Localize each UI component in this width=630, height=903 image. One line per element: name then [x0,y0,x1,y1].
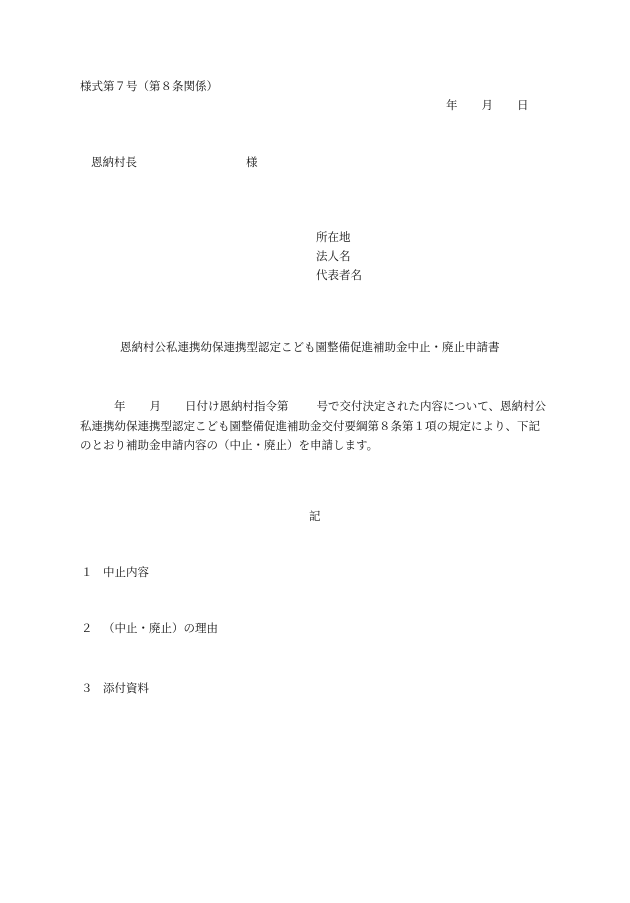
applicant-corporation-label: 法人名 [316,249,351,263]
body-paragraph [80,397,550,456]
list-item [81,623,218,635]
list-item [81,567,149,579]
applicant-representative-label: 代表者名 [316,268,362,282]
date-line [446,100,529,112]
list-item-number: ３ [81,681,93,695]
addressee [91,157,258,169]
date-month-label: 月 [481,98,493,112]
list-item-label: （中止・廃止）の理由 [103,621,218,635]
applicant-block [316,232,362,289]
body-month-label: 月 [149,399,161,413]
addressee-name: 恩納村長 [91,155,137,169]
date-day-label: 日 [517,98,529,112]
list-item [81,683,149,695]
date-year-label: 年 [446,98,458,112]
applicant-address-label: 所在地 [316,230,351,244]
body-segment-2: 号で交付決定された内容について、恩納村公私連携幼保連携型認定こども園整備促進補助金交付要綱第８条第１項の規定により、下記のとおり補助金申請内容の（中止・廃止）を申請します。 [80,399,547,452]
document-title: 恩納村公私連携幼保連携型認定こども園整備促進補助金中止・廃止申請書 [120,340,500,354]
list-item-label: 中止内容 [103,565,149,579]
ki-heading: 記 [309,509,321,523]
list-item-number: ２ [81,621,93,635]
list-item-label: 添付資料 [103,681,149,695]
form-number: 様式第７号（第８条関係） [80,79,218,93]
list-item-number: １ [81,565,93,579]
body-year-label: 年 [114,399,126,413]
addressee-honorific: 様 [246,155,258,169]
body-segment-1: 日付け恩納村指令第 [185,399,289,413]
